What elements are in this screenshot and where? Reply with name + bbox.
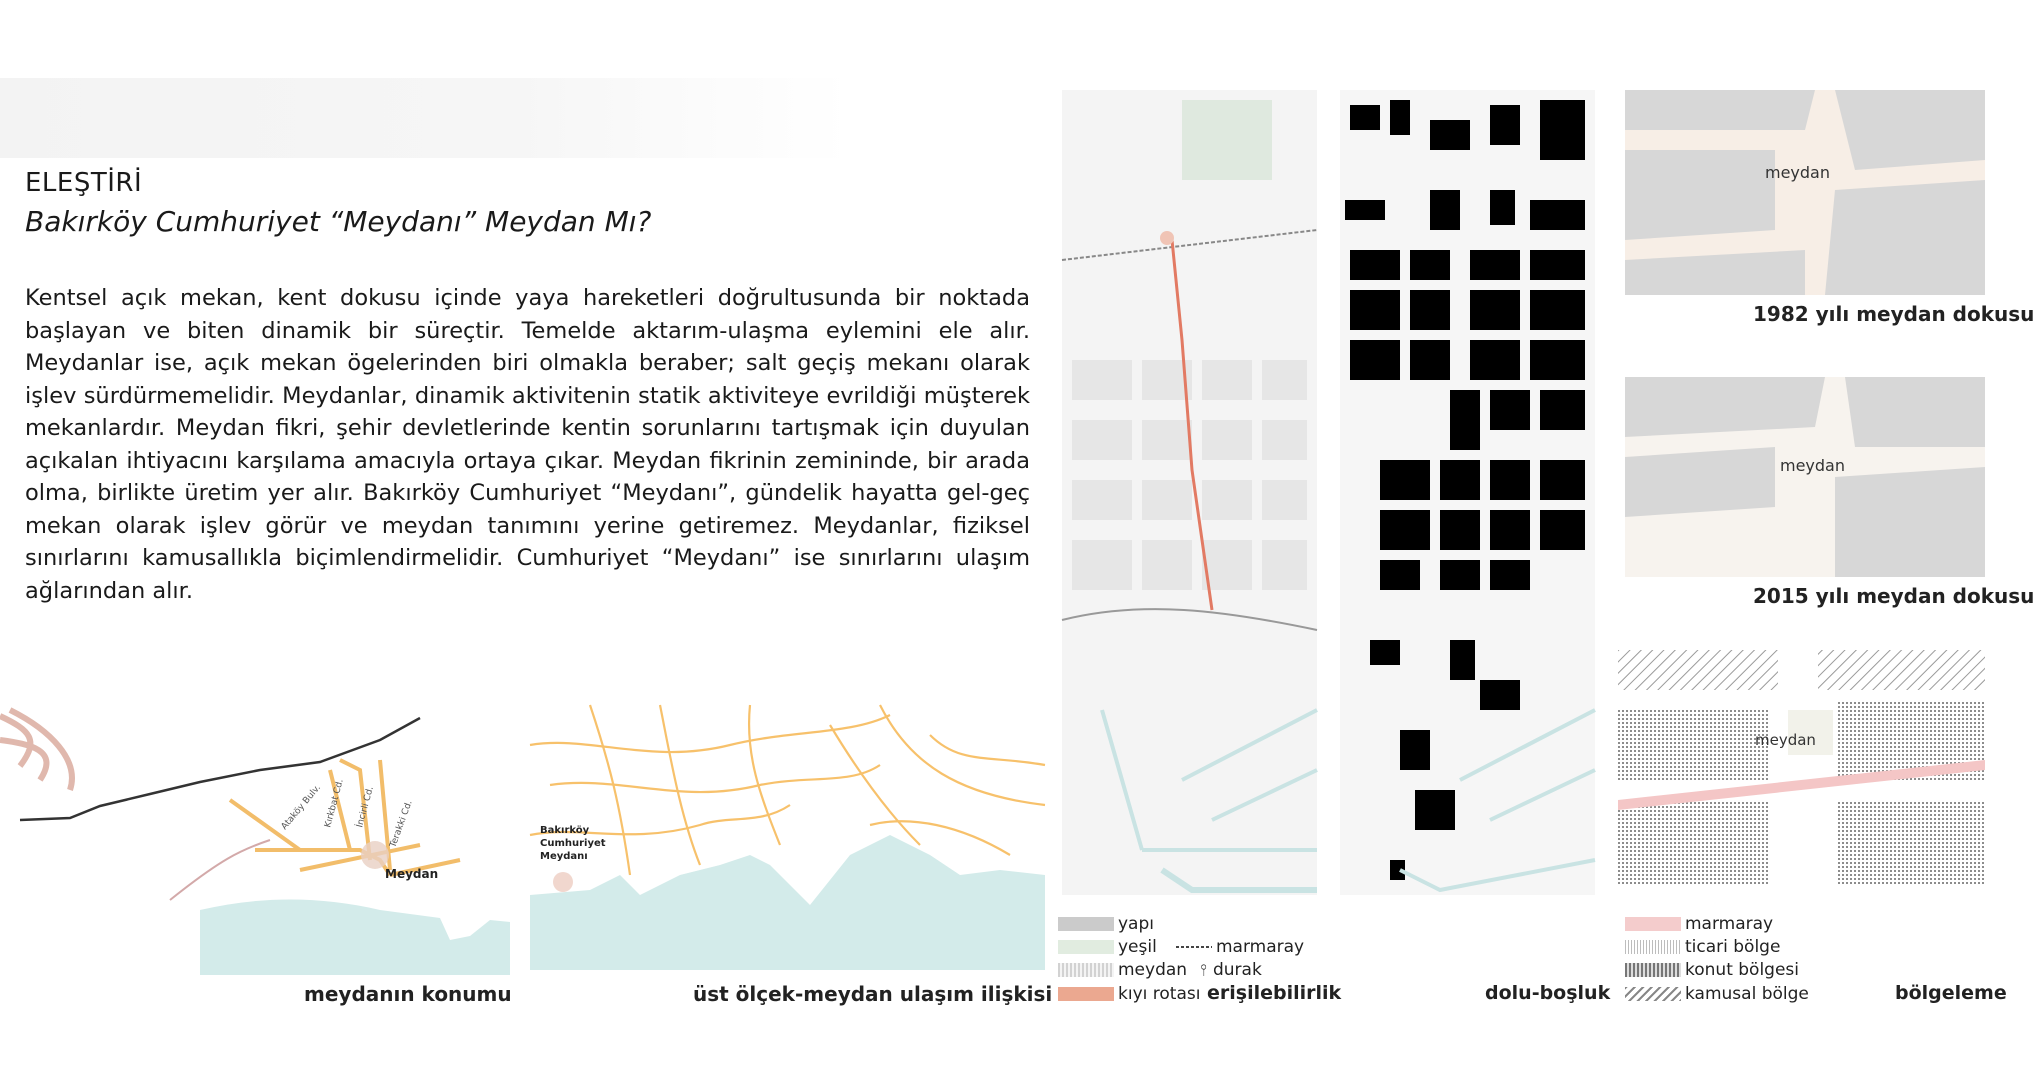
legend-zoning-marmaray-label: marmaray (1685, 914, 1774, 934)
page-title: ELEŞTİRİ (25, 168, 143, 198)
swatch-yapi (1058, 917, 1114, 931)
page-subtitle: Bakırköy Cumhuriyet “Meydanı” Meydan Mı? (25, 205, 652, 238)
caption-access: erişilebilirlik (1207, 982, 1342, 1004)
label-meydan-1982: meydan (1765, 163, 1830, 182)
legend-yesil (1058, 937, 1157, 957)
street-label-kirkbat: Kırkbat Cd. (323, 778, 346, 829)
swatch-marmaray (1176, 946, 1212, 948)
legend-konut (1625, 960, 1799, 980)
swatch-zoning-marmaray (1625, 917, 1681, 931)
body-paragraph: Kentsel açık mekan, kent dokusu içinde yaya hareketleri doğrultusunda bir noktada başlayan ve biten dinamik bir süreçtir. Temelde aktarım-ulaşma eylemini ele alır. Meydanlar ise, açık mekan ögelerinden biri olmakla beraber; salt geçiş mekanı olarak işlev sürdürmemelidir. Meydanlar, dinamik aktivitenin statik aktiviteye evrildiği müşterek mekanlardır. Meydan fikri, şehir devletlerinde kentin sorunlarını tartışmak için duyulan açıkalan ihtiyacını karşılama amacıyla ortaya çıkar. Meydan fikrinin zemininde, bir arada olma, birlikte üretim yer alır. Bakırköy Cumhuriyet “Meydanı”, gündelik hayatta gel-geç mekan olarak işlev görür ve meydan tanımını yerine getiremez. Meydanlar, fiziksel sınırlarını kamusallıkla biçimlendirmelidir. Cumhuriyet “Meydanı” ise sınırlarını ulaşım ağlarından alır. (25, 285, 1030, 604)
legend-kiyi-rotasi (1058, 984, 1200, 1004)
legend-marmaray (1176, 937, 1304, 957)
map2-label-line1: Bakırköy (540, 825, 590, 836)
figure-ground-map (1340, 90, 1595, 895)
swatch-kamusal (1625, 987, 1681, 1001)
swatch-meydan (1058, 963, 1114, 977)
pin-icon: ⫯ (1200, 960, 1207, 979)
access-map-drawing (1062, 90, 1317, 895)
caption-solid-void: dolu-boşluk (1485, 982, 1611, 1004)
legend-marmaray-label: marmaray (1216, 937, 1305, 957)
caption-2015: 2015 yılı meydan dokusu (1753, 584, 2034, 608)
map2-label-line2: Cumhuriyet (540, 838, 606, 849)
legend-kiyi-rotasi-label: kıyı rotası (1118, 984, 1201, 1004)
legend-meydan (1058, 960, 1187, 980)
map2-label-line3: Meydanı (540, 851, 588, 862)
square-label: Meydan (385, 867, 439, 881)
legend-yapi-label: yapı (1118, 914, 1154, 934)
zoning-drawing (1618, 650, 1985, 885)
map-1982 (1625, 90, 1985, 295)
header-fade-band (0, 78, 850, 158)
legend-zoning-marmaray (1625, 914, 1773, 934)
caption-zoning: bölgeleme (1895, 982, 2007, 1004)
legend-ticari (1625, 937, 1780, 957)
street-label-terakki: Terakki Cd. (388, 799, 415, 850)
street-label-incirli: İncirli Cd. (355, 785, 376, 829)
legend-ticari-label: ticari bölge (1685, 937, 1781, 957)
transport-map (530, 705, 1045, 970)
legend-yapi (1058, 914, 1154, 934)
legend-kamusal-label: kamusal bölge (1685, 984, 1809, 1004)
zoning-map (1618, 650, 1985, 885)
legend-meydan-label: meydan (1118, 960, 1188, 980)
legend-konut-label: konut bölgesi (1685, 960, 1800, 980)
map-2015 (1625, 377, 1985, 577)
swatch-konut (1625, 963, 1681, 977)
caption-transport-map: üst ölçek-meydan ulaşım ilişkisi (693, 982, 1053, 1006)
swatch-ticari (1625, 940, 1681, 954)
legend-durak (1200, 960, 1262, 980)
street-label-atakoy: Ataköy Bulv. (279, 782, 323, 832)
swatch-kiyi-rotasi (1058, 987, 1114, 1001)
map-1982-drawing (1625, 90, 1985, 295)
caption-1982: 1982 yılı meydan dokusu (1753, 302, 2034, 326)
transport-map-drawing (530, 705, 1045, 970)
legend-yesil-label: yeşil (1118, 937, 1157, 957)
map-2015-drawing (1625, 377, 1985, 577)
access-map (1062, 90, 1317, 895)
swatch-yesil (1058, 940, 1114, 954)
figure-ground-drawing (1340, 90, 1595, 895)
label-meydan-2015: meydan (1780, 456, 1845, 475)
legend-kamusal (1625, 984, 1809, 1004)
label-meydan-zoning: meydan (1755, 731, 1816, 749)
legend-durak-label: durak (1212, 960, 1262, 980)
caption-location-map: meydanın konumu (304, 982, 512, 1006)
